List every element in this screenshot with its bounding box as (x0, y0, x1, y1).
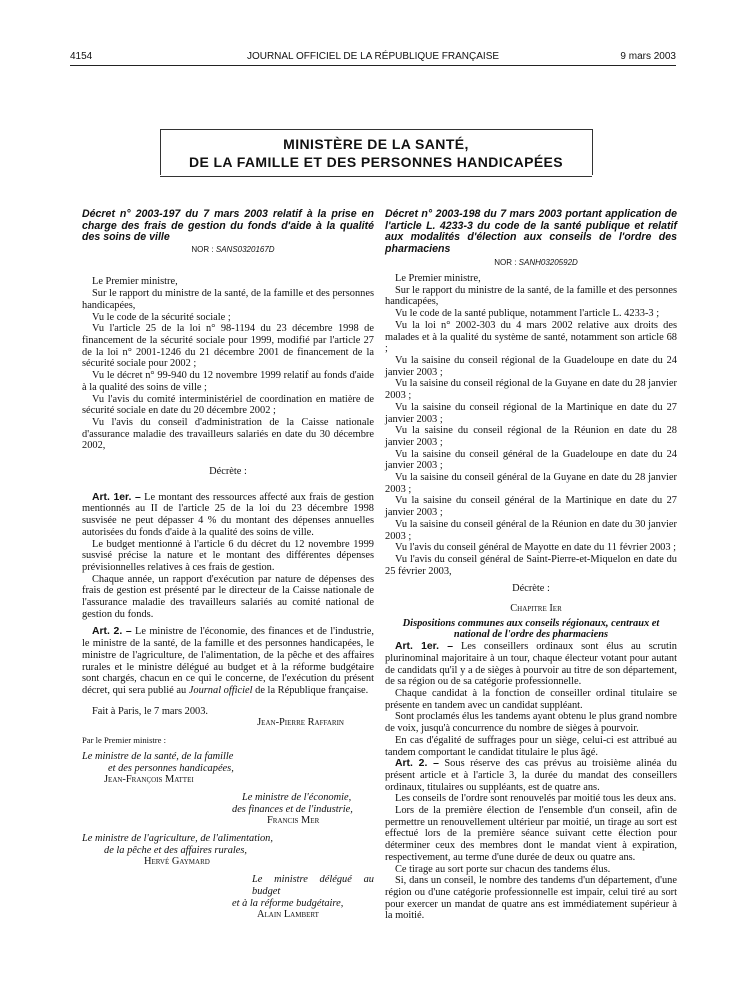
minister-name: Hervé Gaymard (144, 856, 210, 868)
paragraph: Si, dans un conseil, le nombre des tandems d'un département, d'une région ou d'une catégorie professionnelle est impair, celui tiré au sort pour exercer un mandat de quatre ans est immédiatement supérieur à la moitié. (385, 875, 677, 922)
recital: Vu l'avis du conseil général de Saint-Pierre-et-Miquelon en date du 25 février 2003, (385, 553, 677, 577)
recital: Sur le rapport du ministre de la santé, de la famille et des personnes handicapées, (82, 288, 374, 311)
minister-title: et des personnes handicapées, (108, 762, 234, 774)
paragraph: Ce tirage au sort porte sur chacun des tandems élus. (395, 863, 611, 875)
recital: Sur le rapport du ministre de la santé, de la famille et des personnes handicapées, (385, 284, 677, 308)
nor-code: SANH0320592D (518, 258, 578, 268)
nor-code: SANS0320167D (215, 244, 275, 254)
preamble: Le Premier ministre, (395, 273, 481, 285)
recital: Vu l'avis du comité interministériel de coordination en matière de sécurité sociale en date du 20 décembre 2002 ; (82, 393, 374, 417)
recital: Vu la saisine du conseil général de la Martinique en date du 27 janvier 2003 ; (385, 495, 677, 519)
decree-title-right: Décret n° 2003-198 du 7 mars 2003 portant application de l'article L. 4233-3 du code de la santé publique et relatif aux modalités d'élection aux conseils de l'ordre des pharmaciens (385, 208, 677, 255)
recital: Vu la loi n° 2002-303 du 4 mars 2002 relative aux droits des malades et à la qualité du système de santé, notamment son article 68 ; (385, 319, 677, 355)
issue-date: 9 mars 2003 (620, 51, 676, 62)
ministry-heading (160, 129, 592, 177)
recital: Vu la saisine du conseil régional de la Réunion en date du 28 janvier 2003 ; (385, 425, 677, 448)
recital: Vu la saisine du conseil régional de la Guyane en date du 28 janvier 2003 ; (385, 378, 677, 402)
header-rule (70, 65, 676, 66)
recital: Vu l'article 25 de la loi n° 98-1194 du 23 décembre 1998 de financement de la sécurité sociale pour 1999, modifié par l'article 27 de la loi n° 2001-1246 du 21 décembre 2001 de financement de la sécurité sociale pour 2002 ; (82, 323, 374, 370)
minister-name: Alain Lambert (257, 909, 319, 921)
article-2 (385, 758, 677, 793)
minister-title: de la pêche et des affaires rurales, (104, 844, 248, 856)
paragraph: Le budget mentionné à l'article 6 du décret du 12 novembre 1999 susvisé précise la nature et le montant des différentes dépenses prévisionnelles relatives à ces frais de gestion. (82, 538, 374, 573)
article-text-italic: Journal officiel (188, 684, 253, 696)
signature-place-date: Fait à Paris, le 7 mars 2003. (92, 705, 209, 717)
recital: Vu le code de la santé publique, notamment l'article L. 4233-3 ; (395, 308, 660, 320)
article-1 (82, 492, 374, 539)
journal-title: JOURNAL OFFICIEL DE LA RÉPUBLIQUE FRANÇAISE (246, 51, 500, 62)
minister-name: Jean-François Mattei (104, 774, 194, 786)
minister-title: des finances et de l'industrie, (232, 803, 353, 815)
decrete-label: Décrète : (512, 583, 550, 595)
chapter-title: Dispositions communes aux conseils régionaux, centraux et national de l'ordre des pharmaciens (402, 617, 660, 641)
article-text: Les conseillers ordinaux sont élus au scrutin plurinominal majoritaire à un tour, chaque électeur votant pour autant de candidats qu'il y a de sièges à pourvoir au titre de son département, de sa région ou de sa catégorie professionnelle. (385, 641, 677, 688)
minister-title: Le ministre de l'économie, (242, 791, 352, 803)
article-label: Art. 2. – (92, 626, 132, 638)
paragraph: Lors de la première élection de l'ensemble d'un conseil, afin de permettre un renouvellement ultérieur par moitié, un tirage au sort est effectué lors de la première séance suivant cette élection pour déterminer ceux des membres dont le mandat vient à expiration, respectivement, au terme d'une durée de deux ou quatre ans. (385, 805, 677, 863)
paragraph: Chaque candidat à la fonction de conseiller ordinal titulaire se présente en tandem avec un candidat suppléant. (385, 687, 677, 711)
article-text: Le ministre de l'économie, des finances et de l'industrie, le ministre de la santé, de la famille et des personnes handicapées, le ministre de l'agriculture, de l'alimentation, de la pêche et des affaires rurales et le ministre délégué au budget et à la réforme budgétaire sont chargés, chacun en ce qui le concerne, de l'exécution du présent décret, qui sera publié au (82, 626, 374, 696)
by-prime-minister: Par le Premier ministre : (82, 735, 167, 746)
minister-title: Le ministre délégué au budget (252, 874, 374, 897)
recital: Vu la saisine du conseil régional de la Guadeloupe en date du 24 janvier 2003 ; (385, 355, 677, 378)
signer-name: Jean-Pierre Raffarin (257, 717, 344, 729)
article-label: Art. 2. – (395, 758, 439, 770)
nor-label: NOR : (494, 258, 517, 268)
article-label: Art. 1er. – (92, 491, 141, 503)
paragraph: En cas d'égalité de suffrages pour un siège, celui-ci est attribué au tandem comportant le candidat titulaire le plus âgé. (385, 734, 677, 758)
paragraph: Les conseils de l'ordre sont renouvelés par moitié tous les deux ans. (395, 793, 677, 805)
page-number: 4154 (70, 51, 93, 62)
recital: Vu la saisine du conseil régional de la Martinique en date du 27 janvier 2003 ; (385, 401, 677, 425)
minister-name: Francis Mer (267, 815, 320, 827)
recital: Vu le décret n° 99-940 du 12 novembre 1999 relatif au fonds d'aide à la qualité des soins de ville ; (82, 370, 374, 393)
ministry-line-1: MINISTÈRE DE LA SANTÉ, (283, 136, 469, 152)
paragraph: Sont proclamés élus les tandems ayant obtenu le plus grand nombre de voix, jusqu'à concurrence du nombre de sièges à pourvoir. (385, 711, 677, 735)
decrete-label: Décrète : (209, 466, 247, 478)
recital: Vu le code de la sécurité sociale ; (92, 311, 231, 323)
minister-title: Le ministre de la santé, de la famille (82, 750, 234, 762)
box-left-rule (160, 129, 161, 175)
recital: Vu l'avis du conseil d'administration de la Caisse nationale d'assurance maladie des travailleurs salariés en date du 30 décembre 2002, (82, 416, 374, 452)
left-column (82, 209, 374, 921)
preamble: Le Premier ministre, (92, 276, 178, 288)
article-label: Art. 1er. – (395, 641, 454, 653)
recital: Vu la saisine du conseil général de la Guyane en date du 28 janvier 2003 ; (385, 472, 677, 495)
paragraph: Chaque année, un rapport d'exécution par nature de dépenses des frais de gestion est présenté par le directeur de la Caisse nationale de l'assurance maladie des travailleurs salariés au comité national de gestion du fonds. (82, 573, 374, 620)
nor-reference-left (82, 244, 374, 256)
decree-title-left: Décret n° 2003-197 du 7 mars 2003 relatif à la prise en charge des frais de gestion du fonds d'aide à la qualité des soins de ville (82, 208, 374, 244)
article-text: de la République française. (255, 684, 369, 696)
minister-title: Le ministre de l'agriculture, de l'alimentation, (82, 833, 273, 845)
box-right-rule (592, 129, 593, 175)
recital: Vu la saisine du conseil général de la Guadeloupe en date du 24 janvier 2003 ; (385, 448, 677, 472)
recital: Vu l'avis du conseil général de Mayotte en date du 11 février 2003 ; (395, 542, 677, 554)
minister-title: et à la réforme budgétaire, (232, 897, 344, 909)
article-text: Sous réserve des cas prévus au troisième alinéa du présent article et à l'article 3, la durée du mandat des conseillers ordinaux, titulaires ou suppléants, est de quatre ans. (385, 758, 677, 793)
ministry-line-2: DE LA FAMILLE ET DES PERSONNES HANDICAPÉES (188, 154, 564, 170)
nor-label: NOR : (191, 244, 214, 254)
article-2 (82, 626, 374, 696)
nor-reference-right (385, 257, 677, 269)
recital: Vu la saisine du conseil général de la Réunion en date du 30 janvier 2003 ; (385, 518, 677, 542)
article-1 (385, 641, 677, 688)
right-column (385, 209, 677, 922)
article-text: Le montant des ressources affecté aux frais de gestion mentionnés au II de l'article 25 de la loi du 23 décembre 1998 susvisée ne peut dépasser 4 % du montant des dépenses annuelles autorisées du fonds d'aide à la qualité des soins de ville. (82, 491, 374, 538)
chapter-label: Chapitre Ier (510, 603, 562, 615)
